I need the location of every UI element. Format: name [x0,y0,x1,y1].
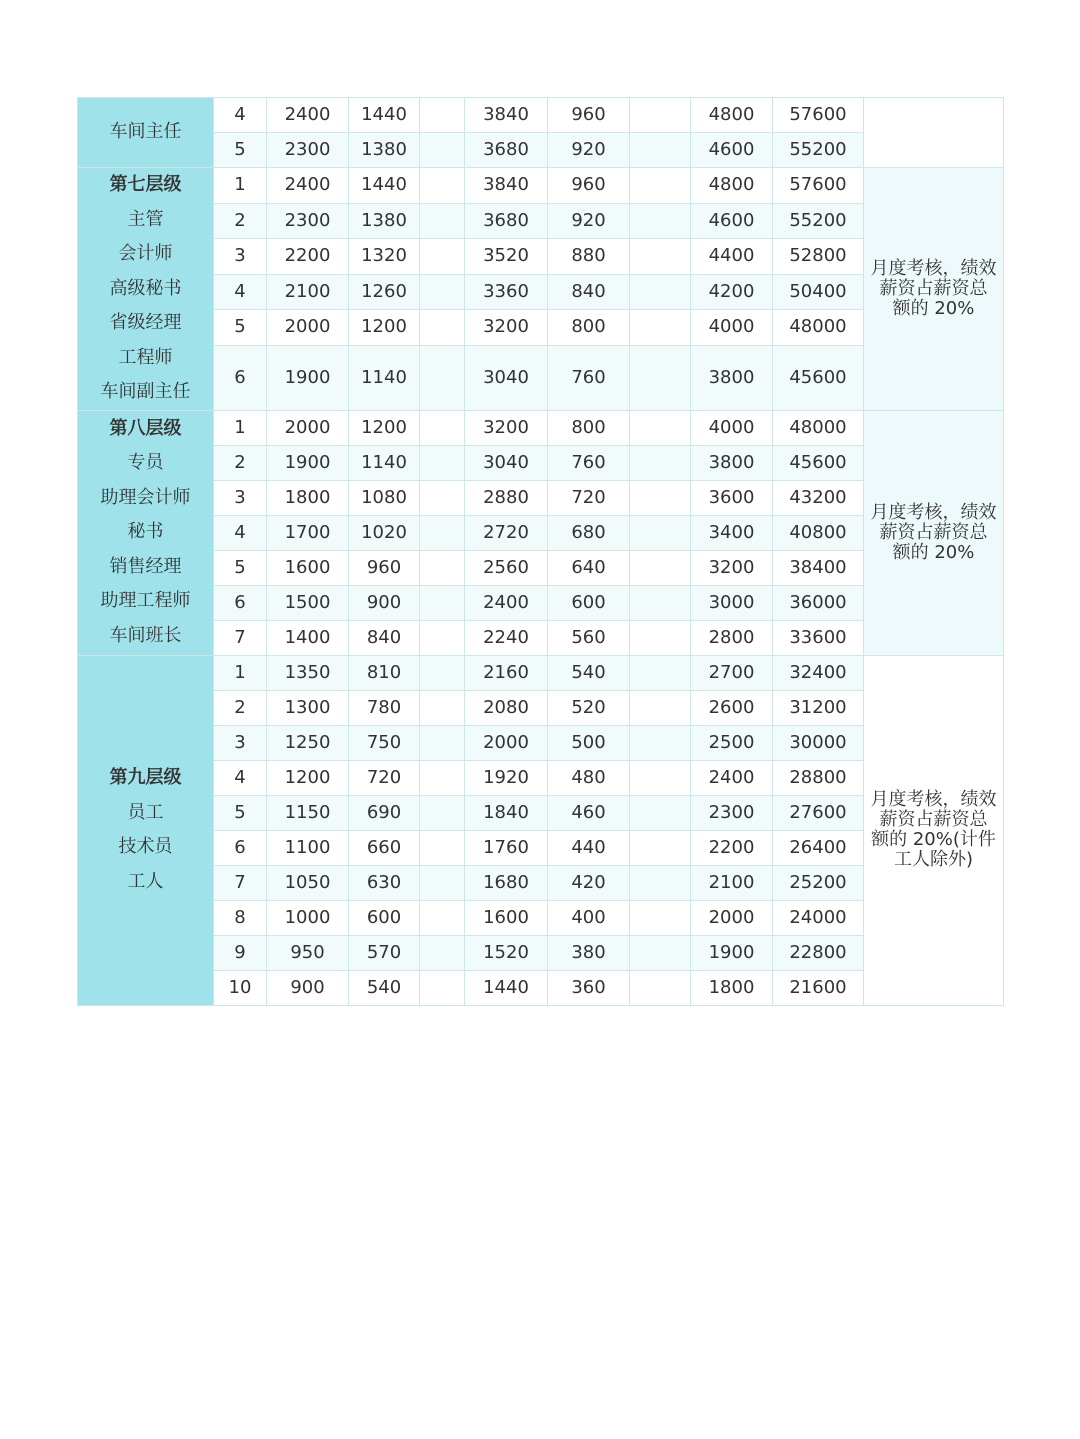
grade-cell: 6 [214,585,267,620]
assessment-note-cell [864,410,1004,655]
note-line: 月度考核，绩效 [870,789,997,810]
salary-cell: 1200 [349,310,420,346]
salary-cell: 1080 [349,480,420,515]
note-line: 薪资占薪资总 [879,809,988,830]
assessment-note-cell [864,98,1004,168]
salary-cell: 540 [349,970,420,1005]
salary-cell: 500 [548,725,630,760]
position-name: 车间副主任 [100,381,191,402]
salary-cell [630,550,691,585]
salary-cell [420,515,465,550]
grade-cell: 4 [214,760,267,795]
grade-cell: 6 [214,345,267,410]
grade-cell: 1 [214,410,267,445]
salary-cell: 57600 [773,98,864,133]
salary-cell: 1250 [267,725,349,760]
salary-cell: 25200 [773,865,864,900]
salary-cell: 2300 [267,203,349,239]
grade-cell: 1 [214,168,267,204]
salary-cell [630,168,691,204]
salary-cell: 360 [548,970,630,1005]
note-line: 额的 20% [892,541,975,563]
salary-cell: 45600 [773,345,864,410]
salary-cell [630,585,691,620]
salary-cell: 4400 [691,239,773,275]
grade-cell: 3 [214,725,267,760]
note-line: 额的 20% [892,297,975,319]
position-name: 员工 [127,801,164,823]
salary-cell [630,445,691,480]
salary-cell: 32400 [773,655,864,690]
salary-cell: 600 [349,900,420,935]
salary-cell [420,445,465,480]
salary-cell: 480 [548,760,630,795]
salary-cell: 2240 [465,620,548,655]
salary-cell: 780 [349,690,420,725]
salary-cell: 570 [349,935,420,970]
salary-cell [420,203,465,239]
salary-cell: 3520 [465,239,548,275]
salary-cell [630,900,691,935]
grade-cell: 8 [214,900,267,935]
salary-cell: 27600 [773,795,864,830]
salary-cell: 420 [548,865,630,900]
assessment-note-cell [864,655,1004,1005]
salary-cell [630,410,691,445]
salary-cell: 880 [548,239,630,275]
table-row [78,168,1004,204]
salary-cell [630,239,691,275]
salary-cell: 2720 [465,515,548,550]
salary-cell: 950 [267,935,349,970]
salary-cell: 3040 [465,345,548,410]
salary-cell [420,410,465,445]
salary-cell: 1440 [349,98,420,133]
salary-cell: 3680 [465,203,548,239]
salary-cell: 1140 [349,345,420,410]
salary-cell: 24000 [773,900,864,935]
salary-cell: 2400 [691,760,773,795]
salary-cell: 4000 [691,310,773,346]
salary-cell: 3200 [691,550,773,585]
salary-cell [630,310,691,346]
salary-cell: 1100 [267,830,349,865]
salary-cell [420,725,465,760]
salary-cell: 810 [349,655,420,690]
salary-cell [420,168,465,204]
salary-cell: 1400 [267,620,349,655]
salary-cell [420,239,465,275]
salary-cell [630,725,691,760]
salary-cell: 1800 [267,480,349,515]
salary-cell: 1900 [267,345,349,410]
salary-cell: 1140 [349,445,420,480]
salary-cell: 3000 [691,585,773,620]
note-line: 薪资占薪资总 [879,277,988,299]
position-name: 车间主任 [109,121,182,143]
salary-cell: 4800 [691,98,773,133]
note-line: 薪资占薪资总 [879,521,988,543]
position-name: 主管 [127,208,164,230]
salary-cell: 1900 [267,445,349,480]
salary-cell: 1500 [267,585,349,620]
salary-cell: 3400 [691,515,773,550]
grade-cell: 2 [214,445,267,480]
grade-cell: 7 [214,620,267,655]
salary-cell [630,970,691,1005]
salary-cell: 4600 [691,133,773,168]
salary-cell: 2000 [691,900,773,935]
salary-cell: 43200 [773,480,864,515]
salary-cell: 1380 [349,133,420,168]
salary-cell: 22800 [773,935,864,970]
salary-cell: 900 [349,585,420,620]
salary-cell: 690 [349,795,420,830]
salary-cell: 1200 [349,410,420,445]
grade-cell: 3 [214,239,267,275]
salary-cell: 45600 [773,445,864,480]
salary-cell [630,98,691,133]
salary-cell: 1000 [267,900,349,935]
grade-cell: 4 [214,274,267,310]
position-name: 秘书 [127,521,164,543]
position-name: 专员 [127,452,164,474]
salary-cell: 55200 [773,203,864,239]
salary-cell: 2800 [691,620,773,655]
salary-cell [630,203,691,239]
salary-cell: 28800 [773,760,864,795]
salary-cell: 540 [548,655,630,690]
salary-cell: 3840 [465,98,548,133]
salary-cell: 2600 [691,690,773,725]
salary-cell [420,935,465,970]
salary-cell: 3840 [465,168,548,204]
salary-cell: 400 [548,900,630,935]
salary-cell: 2300 [691,795,773,830]
grade-cell: 4 [214,98,267,133]
salary-cell: 380 [548,935,630,970]
salary-cell: 4000 [691,410,773,445]
salary-cell [630,795,691,830]
grade-cell: 5 [214,795,267,830]
salary-cell [420,760,465,795]
salary-cell [630,830,691,865]
salary-cell: 4200 [691,274,773,310]
salary-cell [420,620,465,655]
salary-cell: 2300 [267,133,349,168]
level-title: 第八层级 [109,417,182,439]
salary-cell: 48000 [773,410,864,445]
note-line: 月度考核，绩效 [870,501,997,523]
position-name: 助理工程师 [100,590,191,612]
position-name: 助理会计师 [100,486,191,508]
salary-cell: 560 [548,620,630,655]
salary-cell: 1920 [465,760,548,795]
level-title: 第七层级 [109,174,182,195]
salary-cell [630,480,691,515]
salary-cell: 1800 [691,970,773,1005]
table-row [78,98,1004,133]
salary-cell [630,515,691,550]
salary-cell: 48000 [773,310,864,346]
salary-cell [630,133,691,168]
level-group-cell [78,655,214,1005]
salary-cell: 1050 [267,865,349,900]
salary-cell [420,690,465,725]
salary-cell: 2000 [267,410,349,445]
salary-cell: 3200 [465,310,548,346]
salary-cell [420,900,465,935]
salary-cell: 50400 [773,274,864,310]
salary-cell [630,620,691,655]
salary-cell: 750 [349,725,420,760]
position-name: 车间班长 [109,624,182,646]
salary-cell: 900 [267,970,349,1005]
salary-cell: 840 [349,620,420,655]
salary-cell [420,310,465,346]
level-group-cell [78,410,214,655]
salary-cell: 1380 [349,203,420,239]
position-name: 工人 [127,870,164,892]
salary-cell: 2500 [691,725,773,760]
grade-cell: 9 [214,935,267,970]
salary-cell: 52800 [773,239,864,275]
salary-cell: 2080 [465,690,548,725]
salary-cell: 1300 [267,690,349,725]
salary-table-body [78,98,1004,1006]
salary-cell: 3200 [465,410,548,445]
salary-cell [420,795,465,830]
salary-cell [420,480,465,515]
salary-cell: 1260 [349,274,420,310]
note-line: 月度考核，绩效 [870,257,997,279]
grade-cell: 5 [214,133,267,168]
salary-cell: 1150 [267,795,349,830]
salary-cell: 920 [548,133,630,168]
salary-cell: 38400 [773,550,864,585]
salary-cell [420,865,465,900]
grade-cell: 1 [214,655,267,690]
salary-cell [420,345,465,410]
position-name: 省级经理 [109,312,182,333]
salary-cell: 2560 [465,550,548,585]
salary-cell: 760 [548,345,630,410]
salary-cell [630,935,691,970]
salary-cell [420,133,465,168]
salary-cell: 2100 [691,865,773,900]
salary-cell: 2000 [267,310,349,346]
salary-cell: 2400 [267,168,349,204]
salary-cell: 1840 [465,795,548,830]
salary-cell [420,550,465,585]
grade-cell: 10 [214,970,267,1005]
salary-cell: 2200 [691,830,773,865]
salary-cell: 1900 [691,935,773,970]
salary-cell: 1440 [349,168,420,204]
salary-cell: 800 [548,410,630,445]
salary-cell [630,760,691,795]
salary-cell: 2160 [465,655,548,690]
salary-cell: 2100 [267,274,349,310]
salary-cell: 3360 [465,274,548,310]
salary-cell: 920 [548,203,630,239]
table-row [78,655,1004,690]
salary-cell: 960 [349,550,420,585]
salary-cell: 26400 [773,830,864,865]
position-name: 会计师 [118,243,173,264]
salary-cell [420,970,465,1005]
salary-cell: 1020 [349,515,420,550]
salary-cell: 960 [548,98,630,133]
salary-cell [630,274,691,310]
level-title: 第九层级 [109,767,182,788]
level-group-cell [78,98,214,168]
salary-cell: 3040 [465,445,548,480]
salary-cell [420,274,465,310]
salary-table [77,97,1004,1006]
salary-cell: 2880 [465,480,548,515]
salary-cell: 3800 [691,345,773,410]
salary-cell: 3600 [691,480,773,515]
salary-cell [630,345,691,410]
salary-cell: 1520 [465,935,548,970]
grade-cell: 2 [214,203,267,239]
salary-cell [420,655,465,690]
salary-cell: 680 [548,515,630,550]
salary-cell: 3800 [691,445,773,480]
position-name: 高级秘书 [109,277,182,299]
salary-cell: 33600 [773,620,864,655]
salary-cell [630,655,691,690]
salary-cell: 1680 [465,865,548,900]
salary-cell [420,585,465,620]
salary-cell: 57600 [773,168,864,204]
salary-cell: 31200 [773,690,864,725]
salary-cell: 3680 [465,133,548,168]
salary-cell: 1600 [267,550,349,585]
salary-cell: 720 [349,760,420,795]
salary-cell: 640 [548,550,630,585]
table-row [78,410,1004,445]
salary-cell: 840 [548,274,630,310]
level-group-cell [78,168,214,411]
salary-cell: 36000 [773,585,864,620]
salary-cell: 40800 [773,515,864,550]
salary-cell: 1320 [349,239,420,275]
position-name: 销售经理 [109,555,182,577]
salary-cell: 1700 [267,515,349,550]
salary-cell [630,690,691,725]
salary-cell: 21600 [773,970,864,1005]
grade-cell: 5 [214,550,267,585]
salary-cell: 2400 [267,98,349,133]
salary-cell [630,865,691,900]
salary-cell: 2400 [465,585,548,620]
salary-cell: 2700 [691,655,773,690]
salary-cell: 1200 [267,760,349,795]
salary-cell: 2200 [267,239,349,275]
salary-cell [420,98,465,133]
salary-cell: 660 [349,830,420,865]
salary-cell: 760 [548,445,630,480]
salary-cell: 1350 [267,655,349,690]
grade-cell: 5 [214,310,267,346]
salary-cell: 1760 [465,830,548,865]
salary-cell: 4800 [691,168,773,204]
salary-cell: 2000 [465,725,548,760]
salary-cell: 4600 [691,203,773,239]
assessment-note-cell [864,168,1004,411]
salary-cell: 460 [548,795,630,830]
salary-cell: 440 [548,830,630,865]
grade-cell: 4 [214,515,267,550]
note-line: 工人除外) [893,849,974,870]
salary-cell: 600 [548,585,630,620]
salary-cell: 1440 [465,970,548,1005]
grade-cell: 3 [214,480,267,515]
position-name: 工程师 [118,346,173,368]
salary-cell: 630 [349,865,420,900]
salary-cell: 720 [548,480,630,515]
grade-cell: 2 [214,690,267,725]
salary-cell: 960 [548,168,630,204]
note-line: 额的 20%(计件 [871,829,996,850]
salary-cell: 1600 [465,900,548,935]
position-name: 技术员 [118,836,173,857]
salary-cell: 55200 [773,133,864,168]
salary-cell: 520 [548,690,630,725]
salary-cell: 800 [548,310,630,346]
grade-cell: 6 [214,830,267,865]
salary-cell: 30000 [773,725,864,760]
grade-cell: 7 [214,865,267,900]
salary-cell [420,830,465,865]
